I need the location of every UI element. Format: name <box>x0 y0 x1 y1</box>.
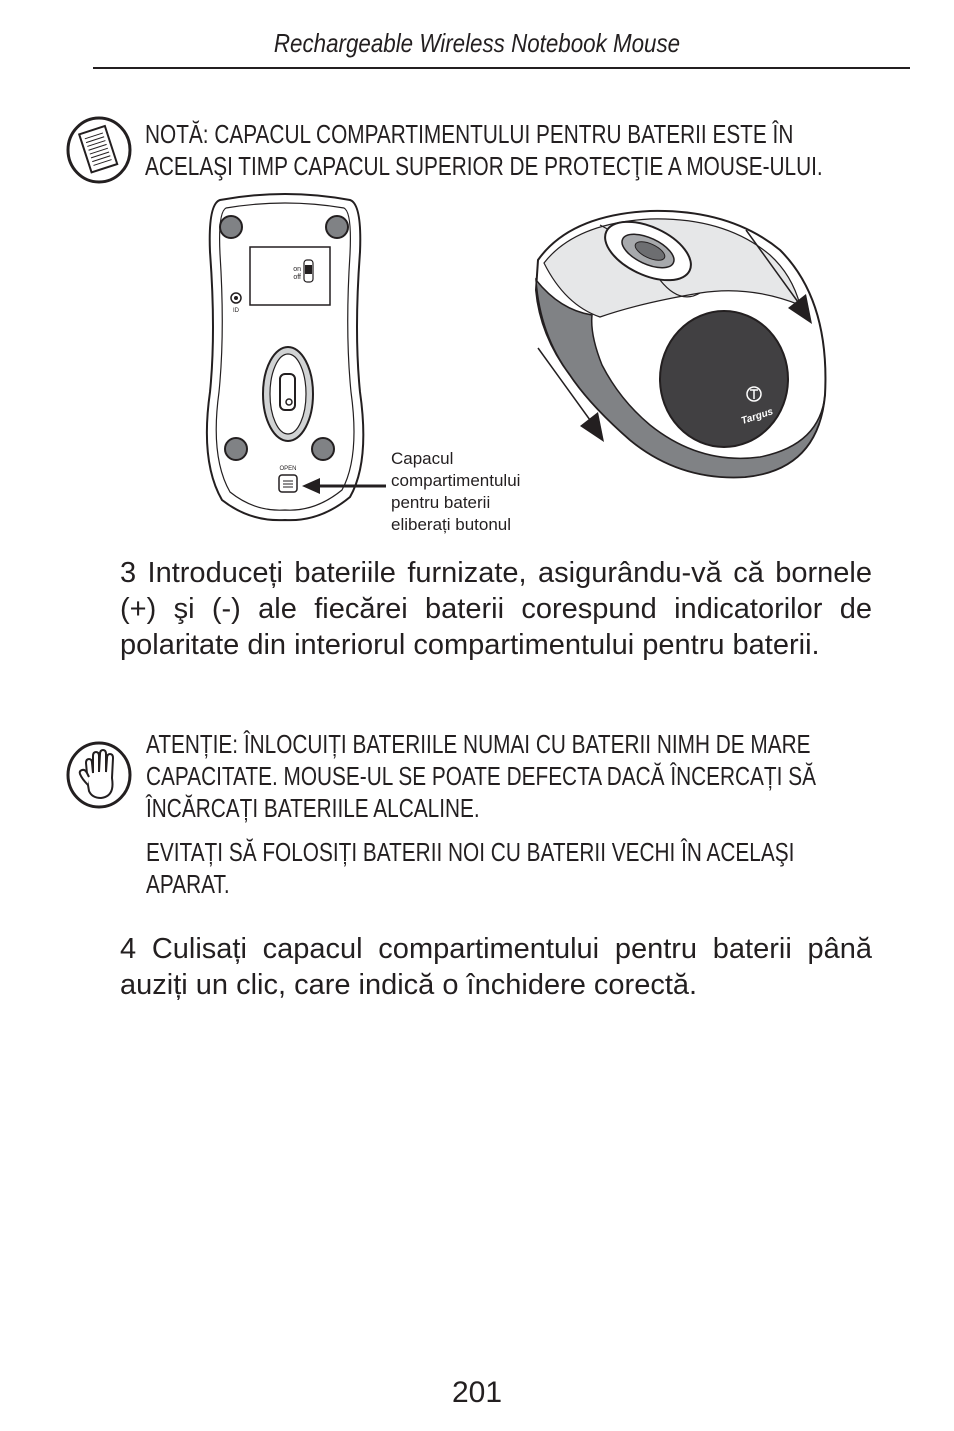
warning-text <box>146 728 816 824</box>
note-text <box>145 118 823 182</box>
page-number: 201 <box>451 1376 503 1409</box>
battery-cover-callout <box>391 448 520 536</box>
mouse-bottom-view-illustration <box>200 192 370 524</box>
note-pad-icon <box>66 116 132 184</box>
slide-arrow-upper <box>742 228 818 326</box>
hand-stop-icon <box>66 741 132 809</box>
warning-line: ATENȚIE: ÎNLOCUIȚI BATERIILE NUMAI CU BATERII NIMH DE MARE <box>146 729 811 759</box>
page-header-title: Rechargeable Wireless Notebook Mouse <box>273 28 681 58</box>
step-3-text: 3 Introduceți bateriile furnizate, asigurându-vă că bornele (+) şi (-) ale fiecărei baterii corespund indicatorilor de polaritate din interiorul compartimentului pentru baterii. <box>120 557 872 661</box>
header-divider <box>93 67 910 69</box>
callout-arrow <box>300 476 390 496</box>
callout-line: compartimentului <box>391 471 521 490</box>
note-line: NOTĂ: CAPACUL COMPARTIMENTULUI PENTRU BATERII ESTE ÎN <box>145 119 794 149</box>
callout-line: eliberați butonul <box>391 515 512 534</box>
warning-extra-text <box>146 836 794 900</box>
warning-extra-line: EVITAȚI SĂ FOLOSIȚI BATERII NOI CU BATERII VECHI ÎN ACELAŞI <box>146 837 795 867</box>
warning-line: CAPACITATE. MOUSE-UL SE POATE DEFECTA DACĂ ÎNCERCAȚI SĂ <box>146 761 816 791</box>
on-label: on <box>293 266 301 273</box>
open-label: OPEN <box>279 466 297 472</box>
off-label: off <box>293 274 301 281</box>
step-4-text: 4 Culisați capacul compartimentului pentru baterii până auziți un clic, care indică o închidere corectă. <box>120 933 872 1001</box>
warning-line: ÎNCĂRCAȚI BATERIILE ALCALINE. <box>146 793 480 823</box>
brand-logo-text: Targus <box>739 406 775 427</box>
note-line: ACELAŞI TIMP CAPACUL SUPERIOR DE PROTECŢIE A MOUSE-ULUI. <box>145 151 823 181</box>
id-label: ID <box>233 308 239 314</box>
warning-extra-line: APARAT. <box>146 869 230 899</box>
callout-line: Capacul <box>391 449 454 468</box>
slide-arrow-lower <box>534 346 610 444</box>
callout-line: pentru baterii <box>391 493 491 512</box>
